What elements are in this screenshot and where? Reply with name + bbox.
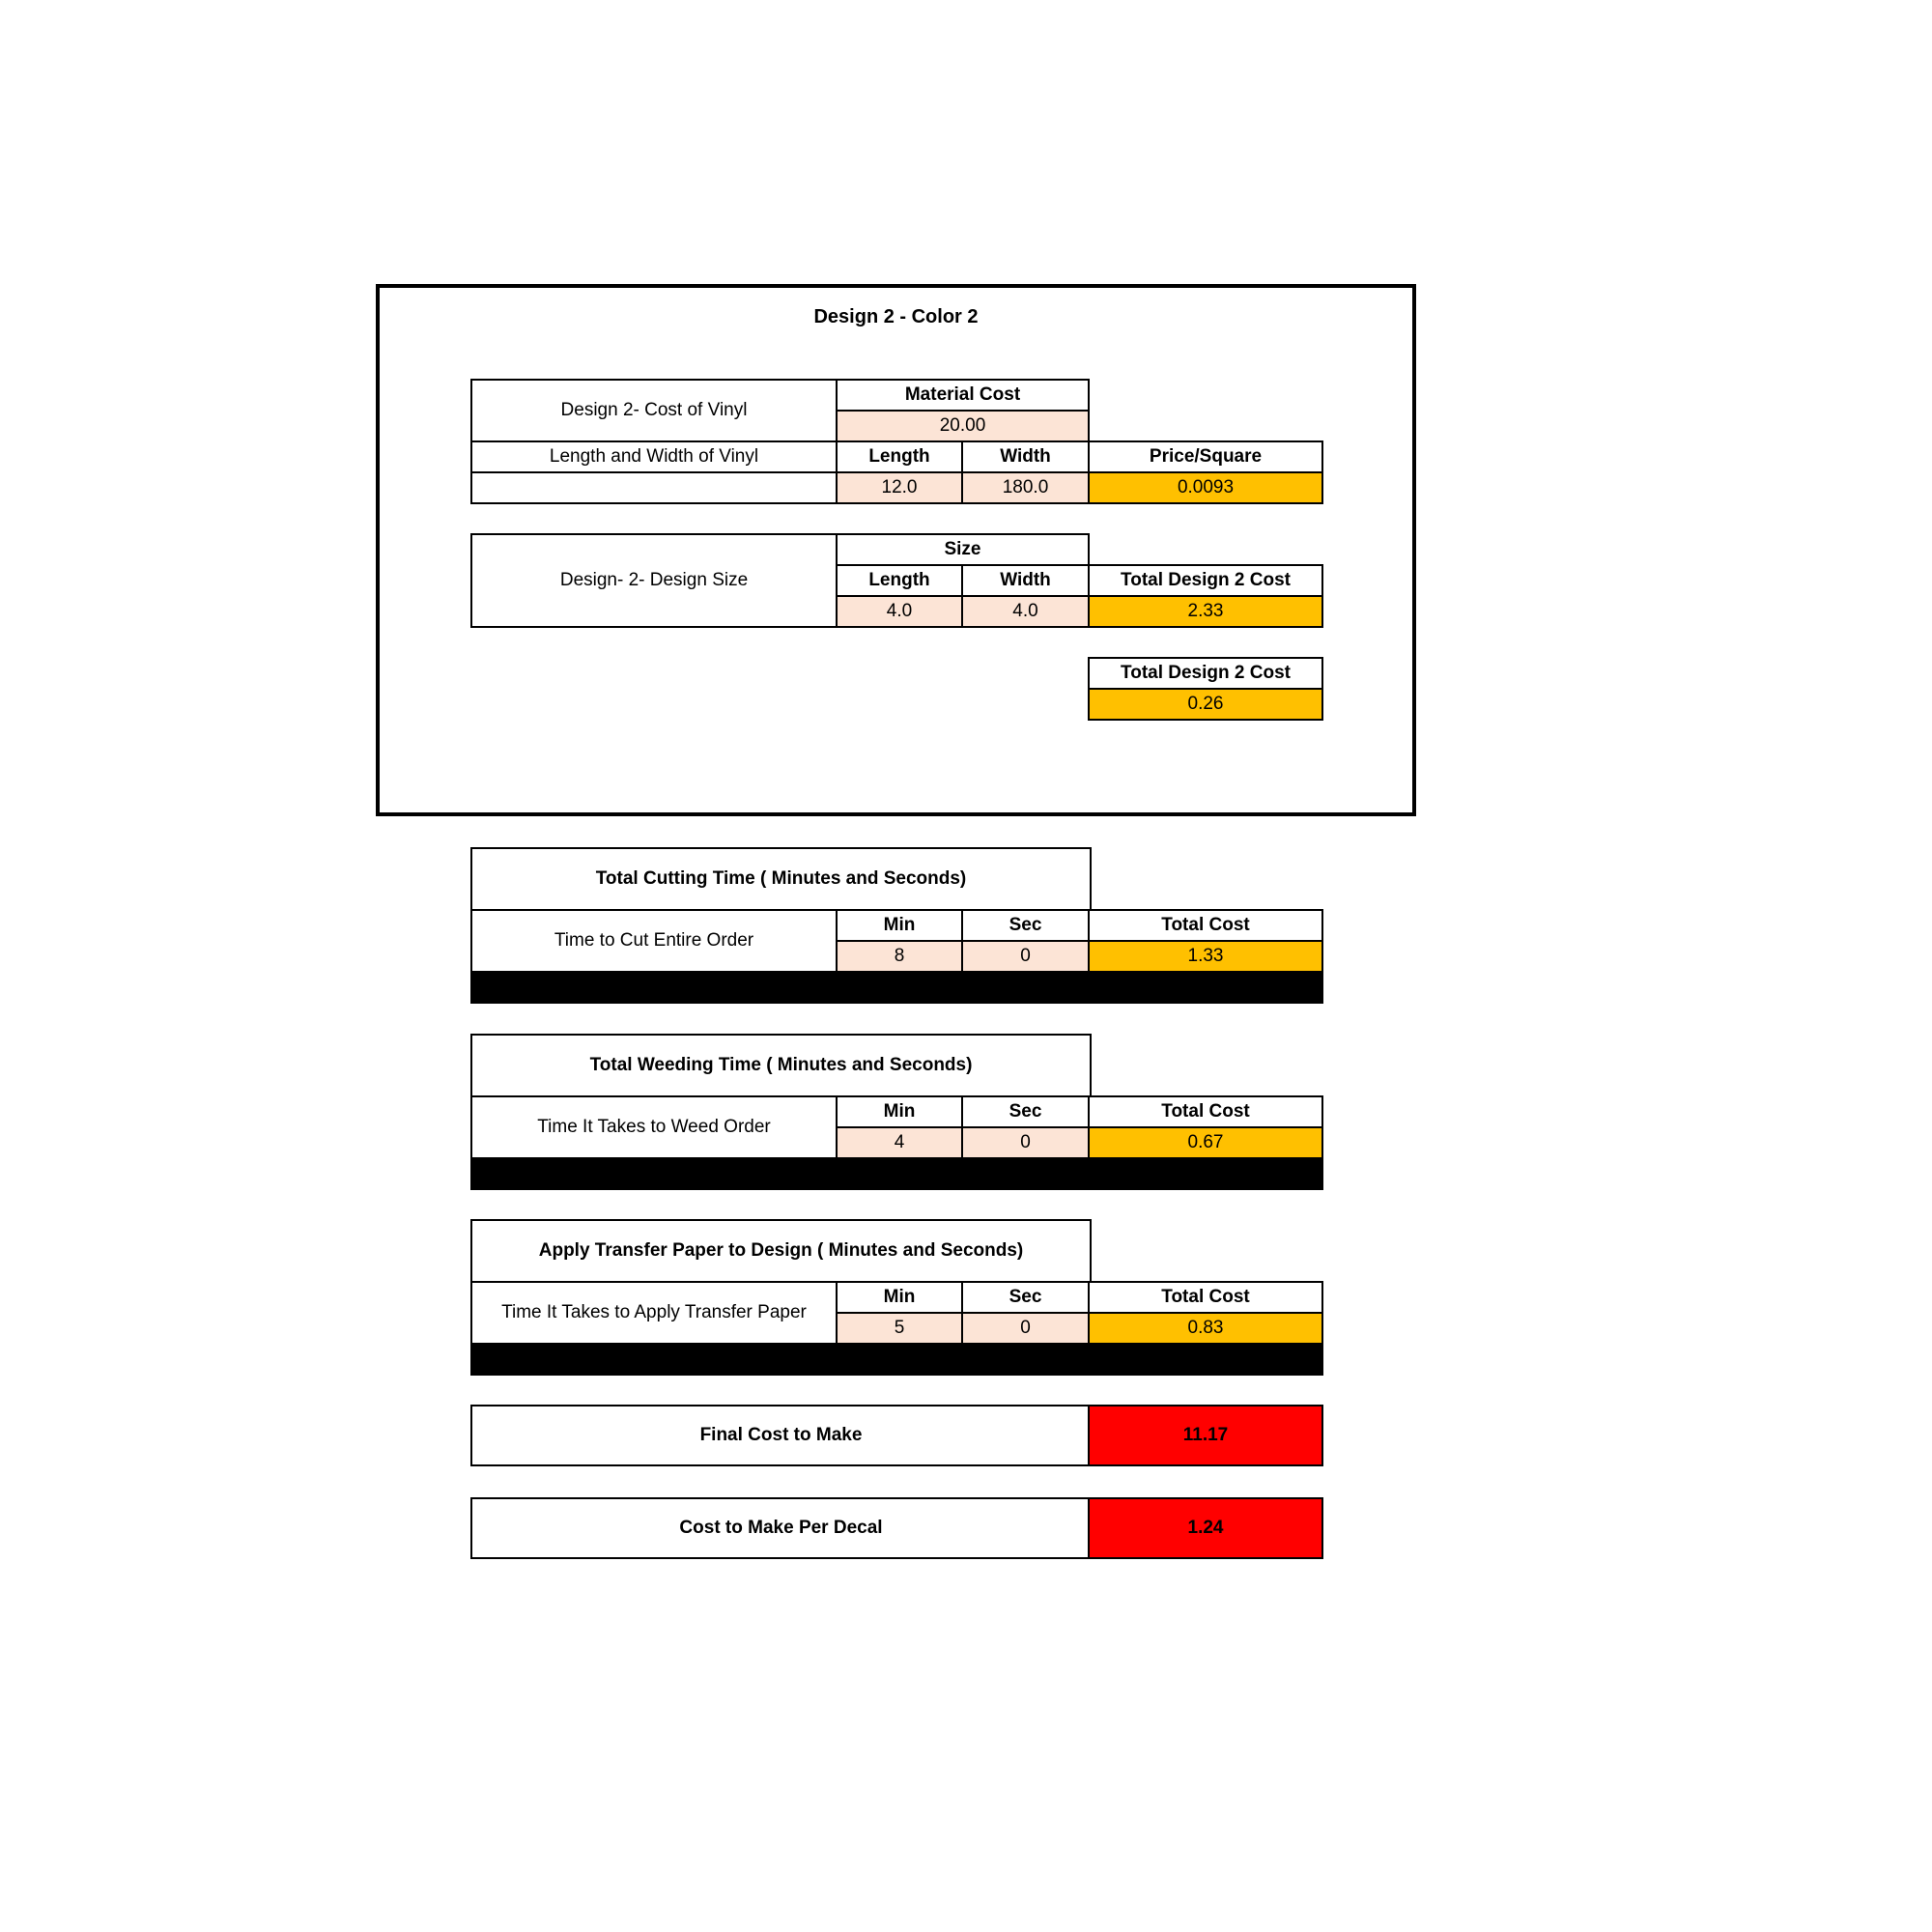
final-cost-value: 11.17 xyxy=(1088,1405,1323,1466)
weeding-total-value: 0.67 xyxy=(1088,1126,1323,1159)
size-length-header: Length xyxy=(836,564,963,597)
size-length-value[interactable]: 4.0 xyxy=(836,595,963,628)
transfer-sec-value[interactable]: 0 xyxy=(961,1312,1090,1345)
transfer-title: Apply Transfer Paper to Design ( Minutes and Seconds) xyxy=(470,1219,1092,1283)
cutting-total-header: Total Cost xyxy=(1088,909,1323,942)
weeding-sec-header: Sec xyxy=(961,1095,1090,1128)
per-decal-label: Cost to Make Per Decal xyxy=(470,1497,1092,1559)
transfer-min-value[interactable]: 5 xyxy=(836,1312,963,1345)
total-design-cost-value: 2.33 xyxy=(1088,595,1323,628)
weeding-sec-value[interactable]: 0 xyxy=(961,1126,1090,1159)
length-width-label: Length and Width of Vinyl xyxy=(470,440,838,473)
cutting-sec-value[interactable]: 0 xyxy=(961,940,1090,973)
cutting-total-value: 1.33 xyxy=(1088,940,1323,973)
design-size-label: Design- 2- Design Size xyxy=(470,533,838,628)
total-design-cost-header-2: Total Design 2 Cost xyxy=(1088,657,1323,690)
vinyl-length-value[interactable]: 12.0 xyxy=(836,471,963,504)
cutting-row-label: Time to Cut Entire Order xyxy=(470,909,838,973)
final-cost-label: Final Cost to Make xyxy=(470,1405,1092,1466)
weeding-total-header: Total Cost xyxy=(1088,1095,1323,1128)
material-cost-value[interactable]: 20.00 xyxy=(836,410,1090,442)
cutting-title: Total Cutting Time ( Minutes and Seconds) xyxy=(470,847,1092,911)
total-design-cost-value-2: 0.26 xyxy=(1088,688,1323,721)
price-square-header: Price/Square xyxy=(1088,440,1323,473)
blank-cell xyxy=(470,471,838,504)
vinyl-width-value[interactable]: 180.0 xyxy=(961,471,1090,504)
transfer-total-header: Total Cost xyxy=(1088,1281,1323,1314)
cutting-min-header: Min xyxy=(836,909,963,942)
transfer-sec-header: Sec xyxy=(961,1281,1090,1314)
weeding-divider-bar xyxy=(470,1157,1323,1190)
price-square-value: 0.0093 xyxy=(1088,471,1323,504)
per-decal-value: 1.24 xyxy=(1088,1497,1323,1559)
material-cost-header: Material Cost xyxy=(836,379,1090,412)
weeding-title: Total Weeding Time ( Minutes and Seconds) xyxy=(470,1034,1092,1097)
transfer-row-label: Time It Takes to Apply Transfer Paper xyxy=(470,1281,838,1345)
size-width-header: Width xyxy=(961,564,1090,597)
cutting-min-value[interactable]: 8 xyxy=(836,940,963,973)
transfer-total-value: 0.83 xyxy=(1088,1312,1323,1345)
vinyl-width-header: Width xyxy=(961,440,1090,473)
size-width-value[interactable]: 4.0 xyxy=(961,595,1090,628)
weeding-row-label: Time It Takes to Weed Order xyxy=(470,1095,838,1159)
design-title: Design 2 - Color 2 xyxy=(813,305,979,327)
weeding-min-header: Min xyxy=(836,1095,963,1128)
cutting-divider-bar xyxy=(470,971,1323,1004)
size-header: Size xyxy=(836,533,1090,566)
vinyl-length-header: Length xyxy=(836,440,963,473)
transfer-divider-bar xyxy=(470,1343,1323,1376)
weeding-min-value[interactable]: 4 xyxy=(836,1126,963,1159)
cost-of-vinyl-label: Design 2- Cost of Vinyl xyxy=(470,379,838,442)
total-design-cost-header: Total Design 2 Cost xyxy=(1088,564,1323,597)
cutting-sec-header: Sec xyxy=(961,909,1090,942)
transfer-min-header: Min xyxy=(836,1281,963,1314)
